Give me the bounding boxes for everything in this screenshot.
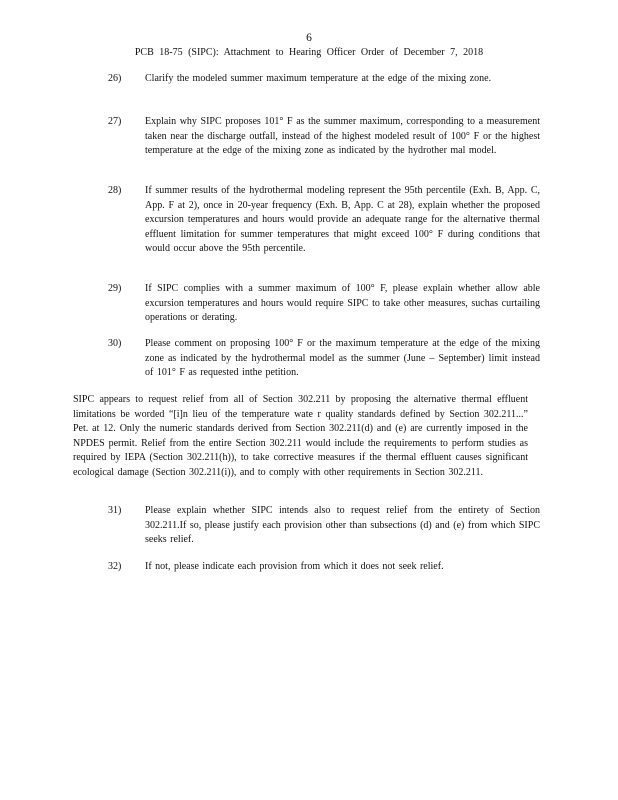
question-number: 27) [108, 116, 122, 127]
question-text: If not, please indicate each provision from which it does not seek relief. [145, 561, 444, 572]
question-number: 28) [108, 185, 122, 196]
question-text: If SIPC complies with a summer maximum of 100° F, please explain whether allow able excursion temperatures and hours would require SIPC to take other measures, suchas curtailing operations or derating. [145, 283, 540, 323]
question-number: 31) [108, 505, 122, 516]
question-number: 29) [108, 283, 122, 294]
question-number: 30) [108, 338, 122, 349]
question-text: If summer results of the hydrothermal modeling represent the 95th percentile (Exh. B, App. C, App. F at 2), once in 20-year frequency (Exh. B, App. C at 28), explain whether the proposed excursion temperatures and hours would provide an adequate range for the alternative thermal effluent limitation for summer temperatures that might exceed 100° F during conditions that would occur above the 95th percentile. [145, 185, 540, 254]
question-text: Please comment on proposing 100° F or the maximum temperature at the edge of the mixing zone as indicated by the hydrothermal model as the summer (June – September) limit instead of 101° F as requested inthe petition. [145, 338, 540, 378]
question-text: Please explain whether SIPC intends also to request relief from the entirety of Section 302.211.If so, please justify each provision other than subsections (d) and (e) from which SIPC seeks relief. [145, 505, 540, 545]
running-header: PCB 18-75 (SIPC): Attachment to Hearing Officer Order of December 7, 2018 [134, 47, 484, 58]
page-number: 6 [306, 32, 312, 44]
body-paragraph: SIPC appears to request relief from all of Section 302.211 by proposing the alternative thermal effluent limitations be worded “[i]n lieu of the temperature wate r quality standards defined by Section 302.211...” Pet. at 12. Only the numeric standards derived from Section 302.211(d) and (e) are currently imposed in the NPDES permit. Relief from the entire Section 302.211 would include the requirements to perform studies as required by IEPA (Section 302.211(h)), to take corrective measures if the thermal effluent causes significant ecological damage (Section 302.211(i)), and to comply with other requirements in Section 302.211. [73, 394, 528, 478]
question-number: 26) [108, 73, 122, 84]
question-text: Clarify the modeled summer maximum temperature at the edge of the mixing zone. [145, 73, 492, 84]
question-text: Explain why SIPC proposes 101° F as the summer maximum, corresponding to a measurement taken near the discharge outfall, instead of the highest modeled result of 100° F or the highest temperature at the edge of the mixing zone as indicated by the hydrother mal model. [145, 116, 540, 156]
question-number: 32) [108, 561, 122, 572]
